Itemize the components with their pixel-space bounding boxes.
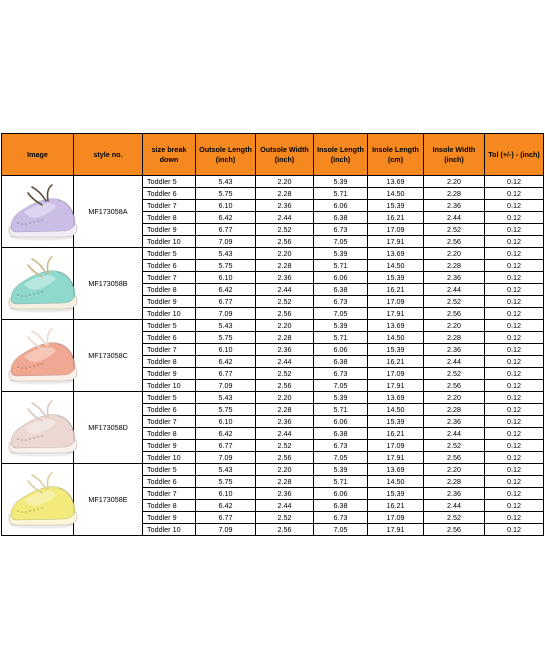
size-label: Toddler 5	[143, 248, 196, 260]
cell-insole-width: 2.20	[424, 248, 485, 260]
header-size-break-down: size break down	[143, 134, 196, 176]
cell-outsole-width: 2.20	[256, 464, 314, 476]
cell-outsole-width: 2.56	[256, 308, 314, 320]
cell-outsole-width: 2.28	[256, 476, 314, 488]
table-row	[2, 392, 544, 404]
cell-outsole-width: 2.20	[256, 248, 314, 260]
cell-outsole-length: 6.42	[196, 212, 256, 224]
cell-outsole-length: 6.77	[196, 440, 256, 452]
cell-insole-width: 2.20	[424, 464, 485, 476]
cell-outsole-width: 2.20	[256, 176, 314, 188]
size-label: Toddler 6	[143, 404, 196, 416]
cell-outsole-length: 6.42	[196, 284, 256, 296]
cell-outsole-width: 2.36	[256, 200, 314, 212]
header-image: Image	[2, 134, 74, 176]
header-outsole-width: Outsole Width (inch)	[256, 134, 314, 176]
header-tolerance: Tol (+/-) - (inch)	[485, 134, 544, 176]
cell-insole-length-cm: 17.09	[368, 440, 424, 452]
header-row	[2, 134, 544, 176]
cell-outsole-width: 2.44	[256, 212, 314, 224]
size-label: Toddler 6	[143, 332, 196, 344]
cell-insole-width: 2.56	[424, 236, 485, 248]
cell-insole-width: 2.28	[424, 260, 485, 272]
cell-outsole-width: 2.36	[256, 344, 314, 356]
cell-insole-width: 2.52	[424, 368, 485, 380]
cell-insole-length-cm: 15.39	[368, 416, 424, 428]
cell-outsole-length: 6.10	[196, 416, 256, 428]
cell-outsole-length: 5.75	[196, 260, 256, 272]
cell-outsole-length: 7.09	[196, 236, 256, 248]
cell-insole-width: 2.52	[424, 512, 485, 524]
cell-insole-width: 2.28	[424, 404, 485, 416]
size-label: Toddler 5	[143, 320, 196, 332]
size-label: Toddler 8	[143, 356, 196, 368]
cell-tol: 0.12	[485, 452, 544, 464]
cell-outsole-length: 6.10	[196, 272, 256, 284]
cell-insole-width: 2.28	[424, 332, 485, 344]
cell-tol: 0.12	[485, 404, 544, 416]
cell-tol: 0.12	[485, 248, 544, 260]
cell-insole-width: 2.44	[424, 500, 485, 512]
cell-insole-length-cm: 17.91	[368, 236, 424, 248]
style-number: MF173058E	[74, 464, 143, 536]
size-label: Toddler 8	[143, 284, 196, 296]
size-label: Toddler 10	[143, 452, 196, 464]
cell-outsole-length: 7.09	[196, 380, 256, 392]
size-label: Toddler 6	[143, 260, 196, 272]
cell-insole-length-cm: 17.91	[368, 380, 424, 392]
cell-tol: 0.12	[485, 368, 544, 380]
cell-insole-length-cm: 14.50	[368, 260, 424, 272]
mint-oxford-shoe-icon	[2, 251, 82, 317]
cell-outsole-length: 5.43	[196, 176, 256, 188]
cell-insole-length-in: 5.71	[314, 332, 368, 344]
cell-outsole-length: 5.43	[196, 464, 256, 476]
cell-outsole-width: 2.28	[256, 188, 314, 200]
size-label: Toddler 8	[143, 212, 196, 224]
cell-tol: 0.12	[485, 356, 544, 368]
cell-insole-width: 2.20	[424, 176, 485, 188]
blush-oxford-shoe-icon	[2, 395, 82, 461]
cell-insole-length-cm: 15.39	[368, 200, 424, 212]
cell-insole-length-cm: 17.91	[368, 524, 424, 536]
cell-insole-length-cm: 14.50	[368, 404, 424, 416]
cell-insole-length-in: 7.05	[314, 236, 368, 248]
cell-insole-length-in: 5.39	[314, 464, 368, 476]
cell-insole-width: 2.36	[424, 272, 485, 284]
size-chart-table	[1, 133, 544, 536]
cell-tol: 0.12	[485, 296, 544, 308]
cell-insole-width: 2.20	[424, 392, 485, 404]
cell-insole-length-cm: 14.50	[368, 476, 424, 488]
cell-insole-width: 2.56	[424, 524, 485, 536]
cell-insole-width: 2.36	[424, 488, 485, 500]
cell-tol: 0.12	[485, 272, 544, 284]
cell-outsole-width: 2.52	[256, 368, 314, 380]
cell-insole-width: 2.28	[424, 476, 485, 488]
cell-tol: 0.12	[485, 260, 544, 272]
shoe-image-cell	[2, 176, 74, 248]
cell-insole-width: 2.36	[424, 416, 485, 428]
cell-outsole-length: 6.42	[196, 428, 256, 440]
header-style-no: style no.	[74, 134, 143, 176]
shoe-image-cell	[2, 320, 74, 392]
cell-insole-length-cm: 15.39	[368, 488, 424, 500]
cell-insole-length-in: 6.73	[314, 368, 368, 380]
cell-outsole-width: 2.44	[256, 500, 314, 512]
cell-outsole-width: 2.56	[256, 236, 314, 248]
cell-tol: 0.12	[485, 524, 544, 536]
cell-insole-length-cm: 13.69	[368, 464, 424, 476]
cell-tol: 0.12	[485, 224, 544, 236]
cell-tol: 0.12	[485, 200, 544, 212]
cell-insole-length-cm: 16.21	[368, 284, 424, 296]
table-row	[2, 320, 544, 332]
cell-tol: 0.12	[485, 308, 544, 320]
size-label: Toddler 9	[143, 440, 196, 452]
cell-insole-length-in: 5.71	[314, 188, 368, 200]
shoe-image-cell	[2, 464, 74, 536]
cell-insole-width: 2.56	[424, 452, 485, 464]
cell-outsole-width: 2.20	[256, 320, 314, 332]
cell-insole-width: 2.44	[424, 428, 485, 440]
cell-tol: 0.12	[485, 380, 544, 392]
cell-insole-length-in: 6.06	[314, 200, 368, 212]
cell-outsole-length: 6.10	[196, 344, 256, 356]
cell-outsole-width: 2.56	[256, 524, 314, 536]
cell-outsole-length: 7.09	[196, 452, 256, 464]
cell-tol: 0.12	[485, 176, 544, 188]
cell-insole-length-in: 6.38	[314, 428, 368, 440]
cell-tol: 0.12	[485, 416, 544, 428]
size-label: Toddler 8	[143, 428, 196, 440]
cell-insole-length-in: 6.73	[314, 296, 368, 308]
cell-insole-length-cm: 16.21	[368, 212, 424, 224]
cell-insole-length-in: 5.71	[314, 404, 368, 416]
cell-outsole-width: 2.28	[256, 260, 314, 272]
cell-tol: 0.12	[485, 320, 544, 332]
cell-outsole-length: 6.42	[196, 356, 256, 368]
cell-insole-length-in: 5.39	[314, 392, 368, 404]
yellow-oxford-shoe-icon	[2, 467, 82, 533]
cell-outsole-width: 2.56	[256, 452, 314, 464]
cell-tol: 0.12	[485, 188, 544, 200]
cell-insole-length-in: 5.71	[314, 260, 368, 272]
cell-outsole-width: 2.36	[256, 272, 314, 284]
cell-insole-width: 2.20	[424, 320, 485, 332]
cell-outsole-width: 2.52	[256, 512, 314, 524]
cell-insole-length-cm: 14.50	[368, 332, 424, 344]
cell-insole-length-cm: 13.69	[368, 248, 424, 260]
cell-outsole-length: 7.09	[196, 308, 256, 320]
cell-insole-width: 2.36	[424, 200, 485, 212]
cell-insole-length-in: 5.71	[314, 476, 368, 488]
cell-outsole-width: 2.56	[256, 380, 314, 392]
size-label: Toddler 5	[143, 176, 196, 188]
size-label: Toddler 7	[143, 416, 196, 428]
cell-insole-length-cm: 17.09	[368, 512, 424, 524]
cell-outsole-length: 5.43	[196, 248, 256, 260]
cell-insole-length-cm: 16.21	[368, 428, 424, 440]
style-number: MF173058D	[74, 392, 143, 464]
cell-tol: 0.12	[485, 500, 544, 512]
cell-tol: 0.12	[485, 512, 544, 524]
shoe-image-cell	[2, 392, 74, 464]
cell-insole-width: 2.52	[424, 224, 485, 236]
style-number: MF173058A	[74, 176, 143, 248]
cell-outsole-width: 2.28	[256, 404, 314, 416]
cell-insole-length-in: 6.38	[314, 212, 368, 224]
cell-insole-length-cm: 14.50	[368, 188, 424, 200]
size-label: Toddler 9	[143, 512, 196, 524]
cell-outsole-length: 5.75	[196, 476, 256, 488]
cell-outsole-width: 2.44	[256, 428, 314, 440]
size-label: Toddler 10	[143, 524, 196, 536]
cell-outsole-length: 5.43	[196, 392, 256, 404]
cell-insole-length-in: 5.39	[314, 176, 368, 188]
cell-outsole-length: 6.77	[196, 296, 256, 308]
cell-insole-length-cm: 15.39	[368, 344, 424, 356]
table-row	[2, 464, 544, 476]
cell-insole-length-in: 7.05	[314, 452, 368, 464]
size-label: Toddler 9	[143, 296, 196, 308]
size-label: Toddler 5	[143, 392, 196, 404]
cell-outsole-length: 5.75	[196, 332, 256, 344]
cell-insole-length-in: 7.05	[314, 524, 368, 536]
cell-insole-length-in: 6.73	[314, 512, 368, 524]
cell-insole-length-in: 5.39	[314, 320, 368, 332]
cell-outsole-width: 2.44	[256, 284, 314, 296]
cell-tol: 0.12	[485, 236, 544, 248]
cell-insole-width: 2.28	[424, 188, 485, 200]
size-label: Toddler 10	[143, 380, 196, 392]
cell-insole-length-cm: 17.09	[368, 296, 424, 308]
cell-outsole-length: 6.10	[196, 488, 256, 500]
cell-insole-length-cm: 13.69	[368, 392, 424, 404]
shoe-image-cell	[2, 248, 74, 320]
header-outsole-length: Outsole Length (inch)	[196, 134, 256, 176]
size-label: Toddler 10	[143, 236, 196, 248]
cell-insole-length-cm: 17.91	[368, 308, 424, 320]
cell-insole-length-in: 6.38	[314, 500, 368, 512]
cell-insole-length-in: 6.38	[314, 284, 368, 296]
cell-insole-length-cm: 17.09	[368, 368, 424, 380]
cell-insole-length-in: 7.05	[314, 308, 368, 320]
header-insole-length-cm: Insole Length (cm)	[368, 134, 424, 176]
cell-insole-length-cm: 13.69	[368, 176, 424, 188]
cell-insole-length-cm: 13.69	[368, 320, 424, 332]
cell-tol: 0.12	[485, 476, 544, 488]
cell-insole-width: 2.44	[424, 356, 485, 368]
cell-outsole-length: 6.77	[196, 224, 256, 236]
header-insole-width: Insole Width (inch)	[424, 134, 485, 176]
peach-oxford-shoe-icon	[2, 323, 82, 389]
cell-outsole-length: 6.42	[196, 500, 256, 512]
cell-tol: 0.12	[485, 428, 544, 440]
style-number: MF173058C	[74, 320, 143, 392]
cell-tol: 0.12	[485, 212, 544, 224]
size-label: Toddler 5	[143, 464, 196, 476]
cell-insole-length-in: 6.06	[314, 488, 368, 500]
cell-insole-length-cm: 17.91	[368, 452, 424, 464]
size-label: Toddler 9	[143, 224, 196, 236]
cell-outsole-width: 2.52	[256, 224, 314, 236]
cell-tol: 0.12	[485, 332, 544, 344]
cell-outsole-width: 2.52	[256, 296, 314, 308]
size-label: Toddler 9	[143, 368, 196, 380]
table-row	[2, 248, 544, 260]
cell-insole-length-in: 6.06	[314, 344, 368, 356]
cell-outsole-length: 5.75	[196, 188, 256, 200]
cell-outsole-length: 6.10	[196, 200, 256, 212]
cell-insole-length-in: 6.06	[314, 272, 368, 284]
cell-insole-length-in: 7.05	[314, 380, 368, 392]
style-number: MF173058B	[74, 248, 143, 320]
cell-outsole-width: 2.44	[256, 356, 314, 368]
size-label: Toddler 7	[143, 344, 196, 356]
cell-insole-width: 2.56	[424, 308, 485, 320]
cell-tol: 0.12	[485, 392, 544, 404]
cell-outsole-width: 2.52	[256, 440, 314, 452]
cell-tol: 0.12	[485, 284, 544, 296]
size-label: Toddler 10	[143, 308, 196, 320]
cell-outsole-width: 2.20	[256, 392, 314, 404]
cell-outsole-width: 2.28	[256, 332, 314, 344]
cell-outsole-length: 6.77	[196, 512, 256, 524]
cell-tol: 0.12	[485, 488, 544, 500]
cell-outsole-width: 2.36	[256, 488, 314, 500]
cell-insole-length-in: 6.73	[314, 440, 368, 452]
cell-tol: 0.12	[485, 464, 544, 476]
cell-insole-length-cm: 16.21	[368, 500, 424, 512]
size-label: Toddler 6	[143, 476, 196, 488]
cell-outsole-width: 2.36	[256, 416, 314, 428]
size-label: Toddler 8	[143, 500, 196, 512]
cell-tol: 0.12	[485, 440, 544, 452]
cell-insole-width: 2.44	[424, 212, 485, 224]
size-label: Toddler 7	[143, 272, 196, 284]
cell-insole-width: 2.56	[424, 380, 485, 392]
cell-insole-length-cm: 16.21	[368, 356, 424, 368]
cell-tol: 0.12	[485, 344, 544, 356]
cell-outsole-length: 6.77	[196, 368, 256, 380]
cell-insole-width: 2.36	[424, 344, 485, 356]
cell-insole-length-in: 6.06	[314, 416, 368, 428]
cell-outsole-length: 5.75	[196, 404, 256, 416]
size-label: Toddler 7	[143, 200, 196, 212]
cell-insole-length-in: 5.39	[314, 248, 368, 260]
cell-outsole-length: 5.43	[196, 320, 256, 332]
cell-outsole-length: 7.09	[196, 524, 256, 536]
header-insole-length-inch: Insole Length (inch)	[314, 134, 368, 176]
table-row	[2, 176, 544, 188]
lavender-oxford-shoe-icon	[2, 179, 82, 245]
cell-insole-width: 2.52	[424, 440, 485, 452]
cell-insole-width: 2.44	[424, 284, 485, 296]
cell-insole-width: 2.52	[424, 296, 485, 308]
cell-insole-length-cm: 15.39	[368, 272, 424, 284]
cell-insole-length-in: 6.38	[314, 356, 368, 368]
cell-insole-length-in: 6.73	[314, 224, 368, 236]
size-label: Toddler 6	[143, 188, 196, 200]
size-label: Toddler 7	[143, 488, 196, 500]
cell-insole-length-cm: 17.09	[368, 224, 424, 236]
